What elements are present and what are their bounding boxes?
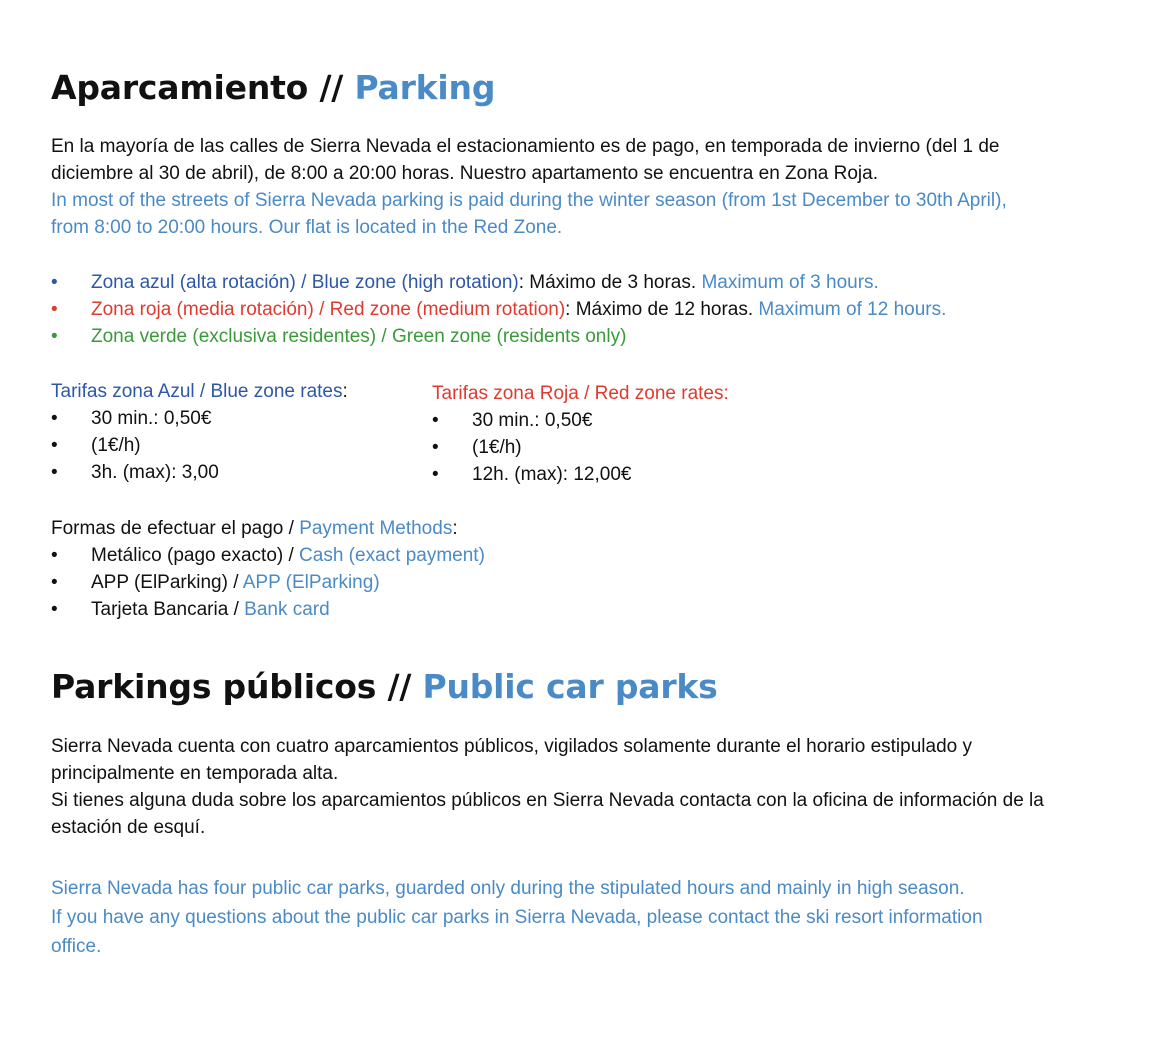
zone-rest-es: : Máximo de 3 horas.: [518, 272, 702, 293]
parking-heading-en: Parking: [354, 68, 496, 107]
bullet: •: [432, 437, 439, 458]
bullet: •: [51, 462, 58, 483]
public-en-line-1: Sierra Nevada has four public car parks, guarded only during the stipulated hours and mainly in high season.: [51, 878, 965, 899]
rate-text: (1€/h): [91, 435, 141, 456]
zone-label: Zona roja (media rotación) / Red zone (medium rotation): [91, 299, 566, 320]
bullet: •: [51, 435, 58, 456]
rate-item: [432, 407, 729, 434]
public-heading-en: Public car parks: [422, 667, 718, 706]
bullet: •: [432, 464, 439, 485]
rate-text: 3h. (max): 3,00: [91, 462, 219, 483]
intro-en-line-2: from 8:00 to 20:00 hours. Our flat is located in the Red Zone.: [51, 217, 563, 238]
rate-item: [51, 459, 348, 486]
rate-text: 12h. (max): 12,00€: [472, 464, 632, 485]
zones-list-block: [51, 269, 946, 350]
payment-item: [51, 542, 485, 569]
bullet: •: [51, 272, 58, 293]
bullet: •: [51, 299, 58, 320]
public-en-line-3: office.: [51, 936, 102, 957]
intro-es-line-1: En la mayoría de las calles de Sierra Nevada el estacionamiento es de pago, en temporada de invierno (del 1 de: [51, 136, 1000, 157]
payment-es: APP (ElParking) /: [91, 572, 243, 593]
zone-label: Zona verde (exclusiva residentes) / Green zone (residents only): [91, 326, 627, 347]
red-rates: [432, 380, 729, 488]
rate-text: (1€/h): [472, 437, 522, 458]
red-rates-title: Tarifas zona Roja / Red zone rates:: [432, 383, 729, 404]
parking-intro: [51, 133, 1007, 241]
bullet: •: [432, 410, 439, 431]
rate-item: [51, 432, 348, 459]
blue-rates: [51, 378, 348, 486]
zone-rest-en: Maximum of 3 hours.: [701, 272, 879, 293]
zone-label: Zona azul (alta rotación) / Blue zone (high rotation): [91, 272, 519, 293]
zone-rest-en: Maximum of 12 hours.: [758, 299, 947, 320]
zone-item-red: [51, 296, 946, 323]
rate-item: [51, 405, 348, 432]
bullet: •: [51, 326, 58, 347]
payment-title-en: Payment Methods: [299, 518, 453, 539]
public-heading: [51, 667, 718, 707]
public-es-line-2: principalmente en temporada alta.: [51, 763, 339, 784]
payment-title: [51, 515, 485, 542]
bullet: •: [51, 572, 58, 593]
public-en-line-2: If you have any questions about the public car parks in Sierra Nevada, please contact the ski resort information: [51, 907, 983, 928]
public-es-line-3: Si tienes alguna duda sobre los aparcamientos públicos en Sierra Nevada contacta con la oficina de información de la: [51, 790, 1044, 811]
bullet: •: [51, 599, 58, 620]
payment-en: Bank card: [244, 599, 330, 620]
bullet: •: [51, 545, 58, 566]
payment-item: [51, 569, 485, 596]
payment-en: APP (ElParking): [242, 572, 380, 593]
blue-rates-colon: :: [342, 381, 348, 402]
intro-es-line-2: diciembre al 30 de abril), de 8:00 a 20:00 horas. Nuestro apartamento se encuentra en Zona Roja.: [51, 163, 879, 184]
public-heading-es: Parkings públicos //: [51, 667, 423, 706]
payment-methods: [51, 515, 485, 623]
blue-rates-title-text: Tarifas zona Azul / Blue zone rates: [51, 381, 343, 402]
payment-list: [51, 542, 485, 623]
rate-item: [432, 461, 729, 488]
public-es-line-4: estación de esquí.: [51, 817, 206, 838]
parking-heading: [51, 68, 495, 108]
payment-item: [51, 596, 485, 623]
rate-text: 30 min.: 0,50€: [91, 408, 212, 429]
public-text-es: [51, 733, 1044, 841]
payment-es: Metálico (pago exacto) /: [91, 545, 300, 566]
intro-en-line-1: In most of the streets of Sierra Nevada parking is paid during the winter season (from 1st December to 30th April),: [51, 190, 1007, 211]
zones-list: [51, 269, 946, 350]
blue-rates-title: [51, 378, 348, 405]
parking-heading-es: Aparcamiento //: [51, 68, 355, 107]
payment-title-es: Formas de efectuar el pago /: [51, 518, 300, 539]
payment-en: Cash (exact payment): [299, 545, 485, 566]
bullet: •: [51, 408, 58, 429]
payment-title-colon: :: [452, 518, 458, 539]
red-rates-list: [432, 407, 729, 488]
zone-item-green: [51, 323, 946, 350]
public-text-en: [51, 874, 983, 961]
rate-item: [432, 434, 729, 461]
rate-text: 30 min.: 0,50€: [472, 410, 593, 431]
payment-es: Tarjeta Bancaria /: [91, 599, 245, 620]
blue-rates-list: [51, 405, 348, 486]
public-es-line-1: Sierra Nevada cuenta con cuatro aparcamientos públicos, vigilados solamente durante el horario estipulado y: [51, 736, 972, 757]
zone-rest-es: : Máximo de 12 horas.: [565, 299, 759, 320]
zone-item-blue: [51, 269, 946, 296]
